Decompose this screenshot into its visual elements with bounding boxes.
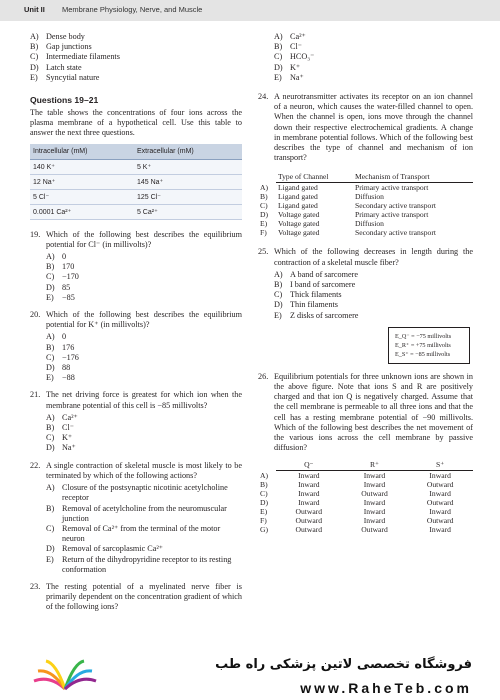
ion-concentration-table	[30, 144, 242, 220]
question-22: 22. A single contraction of skeletal muscle is most likely to be terminated by which of the following actions?	[30, 460, 242, 480]
top-options-left	[30, 32, 242, 83]
right-column	[258, 32, 473, 534]
question-19: 19. Which of the following best describes the equilibrium potential for Cl⁻ (in millivolts)?	[30, 229, 242, 249]
question-25-options: A) A band of sarcomere B) I band of sarcomere C) Thick filaments D) Thin filaments E) Z disks of sarcomere	[274, 269, 359, 320]
table-row: G) Outward Outward Inward	[260, 525, 451, 535]
question-20: 20. Which of the following best describes the equilibrium potential for K⁺ (in millivolts)?	[30, 310, 242, 330]
table-row: D) Inward Inward Outward	[260, 498, 454, 508]
page-header	[0, 0, 500, 21]
table-row: F) Voltage gated Secondary active transport	[260, 228, 436, 238]
left-column	[30, 32, 242, 612]
question-22-options: A) Closure of the postsynaptic nicotinic acetylcholine receptor B) Removal of acetylcholine from the neuromuscular junction C) Removal of Ca²⁺ from the terminal of the motor neuron D) Removal of sarcoplasmic Ca²⁺ E) Return of the dihydropyridine receptor to its resting conformation	[46, 483, 232, 574]
table-header: Type of Channel	[276, 171, 353, 183]
table-row: B) Inward Inward Outward	[260, 480, 454, 490]
table-row: E) Outward Inward Inward	[260, 507, 451, 517]
question-21: 21. The net driving force is greatest for which ion when the membrane potential of this cell is −85 millivolts?	[30, 390, 242, 410]
question-19-options: A) 0 B) 170 C) −170 D) 85 E) −85	[46, 252, 79, 302]
eq-line: E_Q⁻ = −75 millivolts	[395, 332, 452, 340]
table-header: Intracellular (mM)	[30, 144, 134, 160]
table-row: A) Ligand gated Primary active transport	[260, 183, 429, 193]
book-logo-icon	[30, 655, 100, 700]
equilibrium-potentials-box	[388, 327, 470, 364]
table-row: F) Outward Inward Outward	[260, 516, 454, 526]
question-24: 24. A neurotransmitter activates its receptor on an ion channel of a neuron, which causes the water-filled channel to open. When the channel is open, ions move through the channel down their respective electrochemical gradients. A change in membrane potential follows. Which of the following best describes the type of channel and mechanism of ion transport?	[258, 92, 473, 163]
table-header: R⁺	[342, 459, 408, 471]
question-25: 25. Which of the following decreases in length during the contraction of a skeletal muscle fiber?	[258, 247, 473, 267]
question-26-table	[258, 459, 473, 534]
table-header: Extracellular (mM)	[134, 144, 242, 160]
top-options-right: A) Ca²⁺ B) Cl⁻ C) HCO₃⁻ D) K⁺ E) Na⁺	[274, 32, 315, 82]
table-row: 12 Na⁺ 145 Na⁺	[30, 174, 242, 189]
table-row: A) Inward Inward Inward	[260, 471, 451, 481]
table-row: 140 K⁺ 5 K⁺	[30, 159, 242, 174]
table-row: 0.0001 Ca²⁺ 5 Ca²⁺	[30, 204, 242, 219]
table-row: C) Inward Outward Inward	[260, 489, 451, 499]
question-24-table	[258, 171, 473, 237]
question-23: 23. The resting potential of a myelinated nerve fiber is primarily dependent on the concentration gradient of which of the following ions?	[30, 581, 242, 612]
option: B) Gap junctions	[30, 42, 92, 52]
table-row: E) Voltage gated Diffusion	[260, 219, 384, 229]
question-26: 26. Equilibrium potentials for three unknown ions are shown in the above figure. Note that ions S and R are positively charged and that ion Q is negatively charged. Assume that the cell membrane is permeable to all three ions and that the cell has a resting membrane potential of −90 millivolts. Which of the following best describes the net movement of the various ions across the cell membrane by passive diffusion?	[258, 371, 473, 453]
option: A) Dense body	[30, 32, 85, 41]
unit-label: Unit II	[24, 5, 45, 14]
table-header: Mechanism of Transport	[353, 171, 473, 183]
table-row: D) Voltage gated Primary active transport	[260, 210, 429, 220]
question-20-options: A) 0 B) 176 C) −176 D) 88 E) −88	[46, 332, 79, 383]
option: C) Intermediate filaments	[30, 52, 120, 62]
section-intro: The table shows the concentrations of four ions across the plasma membrane of a hypothetical cell. Use this table to answer the next three questions.	[30, 108, 242, 138]
option: D) Latch state	[30, 62, 82, 72]
table-header: S⁺	[407, 459, 473, 471]
question-21-options: A) Ca²⁺ B) Cl⁻ C) K⁺ D) Na⁺	[46, 412, 78, 453]
table-row: B) Ligand gated Diffusion	[260, 192, 384, 202]
eq-line: E_R⁺ = +75 millivolts	[395, 341, 451, 349]
table-row: 5 Cl⁻ 125 Cl⁻	[30, 189, 242, 204]
store-name-persian: فروشگاه تخصصی لاتین پزشکی راه طب	[215, 657, 472, 672]
option: E) Syncytial nature	[30, 72, 100, 82]
table-header: Q⁻	[276, 459, 342, 471]
store-url[interactable]: www.RaheTeb.com	[300, 680, 472, 696]
eq-line: E_S⁺ = −85 millivolts	[395, 350, 451, 358]
section-title: Questions 19–21	[30, 95, 99, 106]
chapter-title: Membrane Physiology, Nerve, and Muscle	[62, 5, 203, 14]
table-row: C) Ligand gated Secondary active transport	[260, 201, 436, 211]
